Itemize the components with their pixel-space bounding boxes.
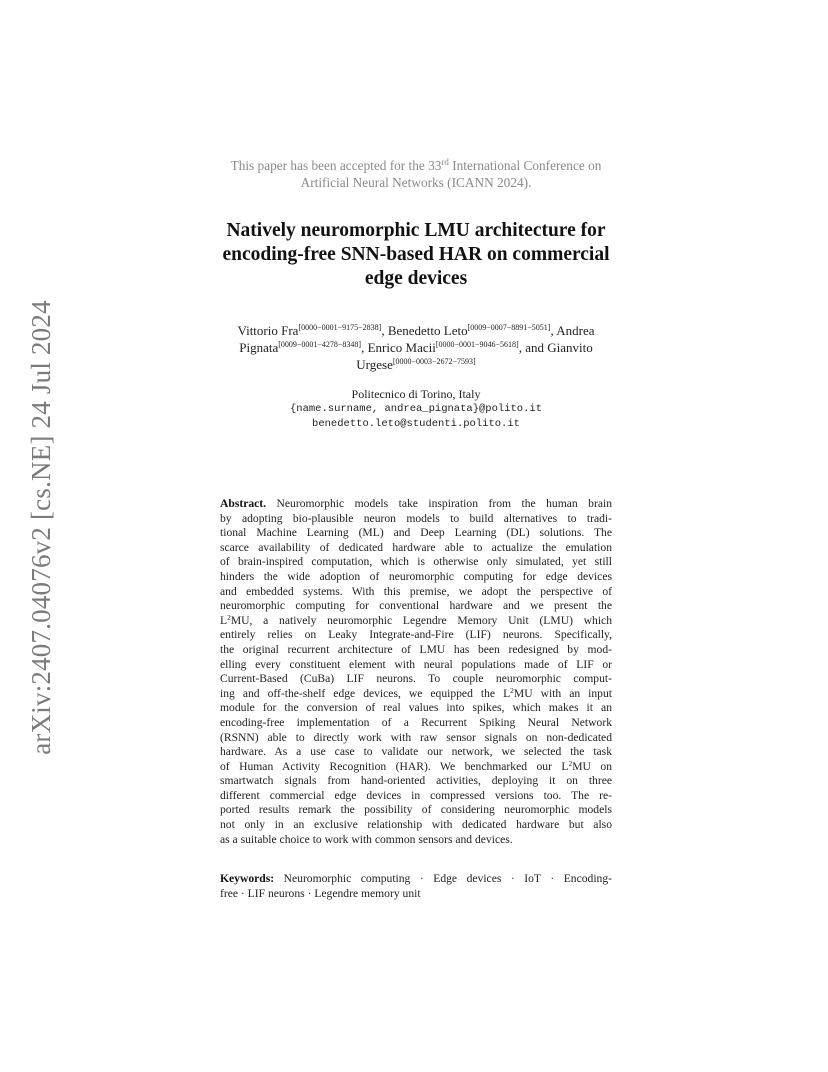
author-orcid: [0009−0001−4278−8348] [278,340,362,349]
abstract-line: entirely relies on Leaky Integrate-and-Fire (LIF) neurons. Specifically, [220,628,612,642]
l2mu-tail: MU [572,759,591,773]
l2mu-superscript: 2 [510,685,514,695]
abstract-text: Neuromorphic models take inspiration from the human brain [266,497,612,510]
abstract-line: hardware. As a use case to validate our network, we selected the task [220,745,612,759]
author-name: Vittorio Fra [237,323,299,338]
author-name: Enrico Macii [367,340,436,355]
author-list [180,322,652,373]
abstract-line: different commercial edge devices in compressed versions too. The re- [220,788,612,802]
abstract-line [220,760,612,775]
email-address: {name.surname, andrea_pignata}@polito.it [289,403,543,415]
notice-line-1 [160,157,672,174]
abstract-line: encoding-free implementation of a Recurrent Spiking Neural Network [220,715,612,729]
keywords-line: free · LIF neurons · Legendre memory unit [220,886,421,900]
abstract-text: with an input [532,686,612,700]
notice-text: This paper has been accepted for the 33 [230,158,442,173]
author-separator: , and [518,340,548,355]
abstract-label: Abstract. [220,497,267,510]
author-separator: , [550,323,557,338]
keywords-text: Neuromorphic computing · Edge devices · IoT · Encoding- [274,872,612,885]
abstract-line [220,497,612,512]
abstract-line: ported results remark the possibility of considering neuromorphic models [220,803,612,817]
title-line: encoding-free SNN-based HAR on commercial [222,244,610,265]
title-line: edge devices [364,268,468,289]
institution: Politecnico di Torino, Italy [351,387,481,401]
author-name: Pignata [239,340,279,355]
abstract-text: of Human Activity Recognition (HAR). We benchmarked our [220,759,562,773]
keywords-line [220,872,612,887]
l2mu-base: L [503,686,511,700]
l2mu-base: L [561,759,569,773]
abstract-text: MU, a natively neuromorphic Legendre Memory Unit (LMU) which [230,613,612,627]
abstract-line: hinders the wide adoption of neuromorphic computing for edge devices [220,569,612,583]
author-name: Urgese [356,357,393,372]
arxiv-identifier-text: arXiv:2407.04076v2 [cs.NE] 24 Jul 2024 [25,299,56,755]
acceptance-notice [160,157,672,191]
notice-line-2: Artificial Neural Networks (ICANN 2024). [300,175,532,190]
abstract-line: Current-Based (CuBa) LIF neurons. To couple neuromorphic comput- [220,672,612,686]
author-name: Benedetto Leto [387,323,468,338]
author-separator: , [361,340,368,355]
abstract-line: the original recurrent architecture of LMU has been redesigned by mod- [220,642,612,656]
abstract-line: scarce availability of dedicated hardware able to actualize the emulation [220,540,612,554]
abstract-line: (RSNN) able to directly work with raw sensor signals on non-dedicated [220,730,612,744]
abstract-text: ing and off-the-shelf edge devices, we equipped the [220,686,504,700]
l2mu-base: L [220,613,228,627]
abstract-line: as a suitable choice to work with common sensors and devices. [220,832,513,846]
abstract-line: module for the conversion of real values into spikes, which makes it an [220,701,612,715]
abstract-line: by adopting bio-plausible neuron models to build alternatives to tradi- [220,511,612,525]
abstract-line [220,687,612,702]
title-line: Natively neuromorphic LMU architecture for [226,220,606,241]
author-line [180,322,652,339]
author-name: Andrea [556,323,595,338]
l2mu-superscript: 2 [568,758,573,768]
abstract-line: neuromorphic computing for conventional hardware and we present the [220,599,612,613]
abstract-line: elling every constituent element with neural populations made of LIF or [220,657,612,671]
email-address: benedetto.leto@studenti.polito.it [312,418,520,430]
l2mu-superscript: 2 [227,612,231,622]
author-line [180,339,652,356]
abstract [220,497,612,847]
abstract-line: smartwatch signals from hand-oriented activities, deploying it on three [220,774,612,788]
abstract-line: of brain-inspired computation, which is otherwise only simulated, yet still [220,555,612,569]
author-orcid: [0009−0007−8891−5051] [467,323,551,332]
author-line [180,356,652,373]
l2mu-tail: MU [513,686,533,700]
notice-text: International Conference on [448,158,602,173]
keywords [220,872,612,901]
affiliation [180,387,652,432]
notice-ordinal: rd [441,157,449,167]
keywords-label: Keywords: [220,872,275,885]
arxiv-identifier-stamp [20,296,62,758]
author-name: Gianvito [547,340,593,355]
author-orcid: [0000−0001−9175−2838] [298,323,382,332]
abstract-line: not only in an exclusive relationship with dedicated hardware but also [220,818,612,832]
abstract-line: and embedded systems. With this premise, we adopt the perspective of [220,584,612,598]
abstract-line [220,614,612,629]
author-separator: , [381,323,388,338]
abstract-line: tional Machine Learning (ML) and Deep Learning (DL) solutions. The [220,526,612,540]
author-orcid: [0000−0001−9046−5618] [435,340,519,349]
author-orcid: [0000−0003−2672−7593] [392,357,476,366]
abstract-text: on [590,759,612,773]
paper-title [170,219,662,291]
